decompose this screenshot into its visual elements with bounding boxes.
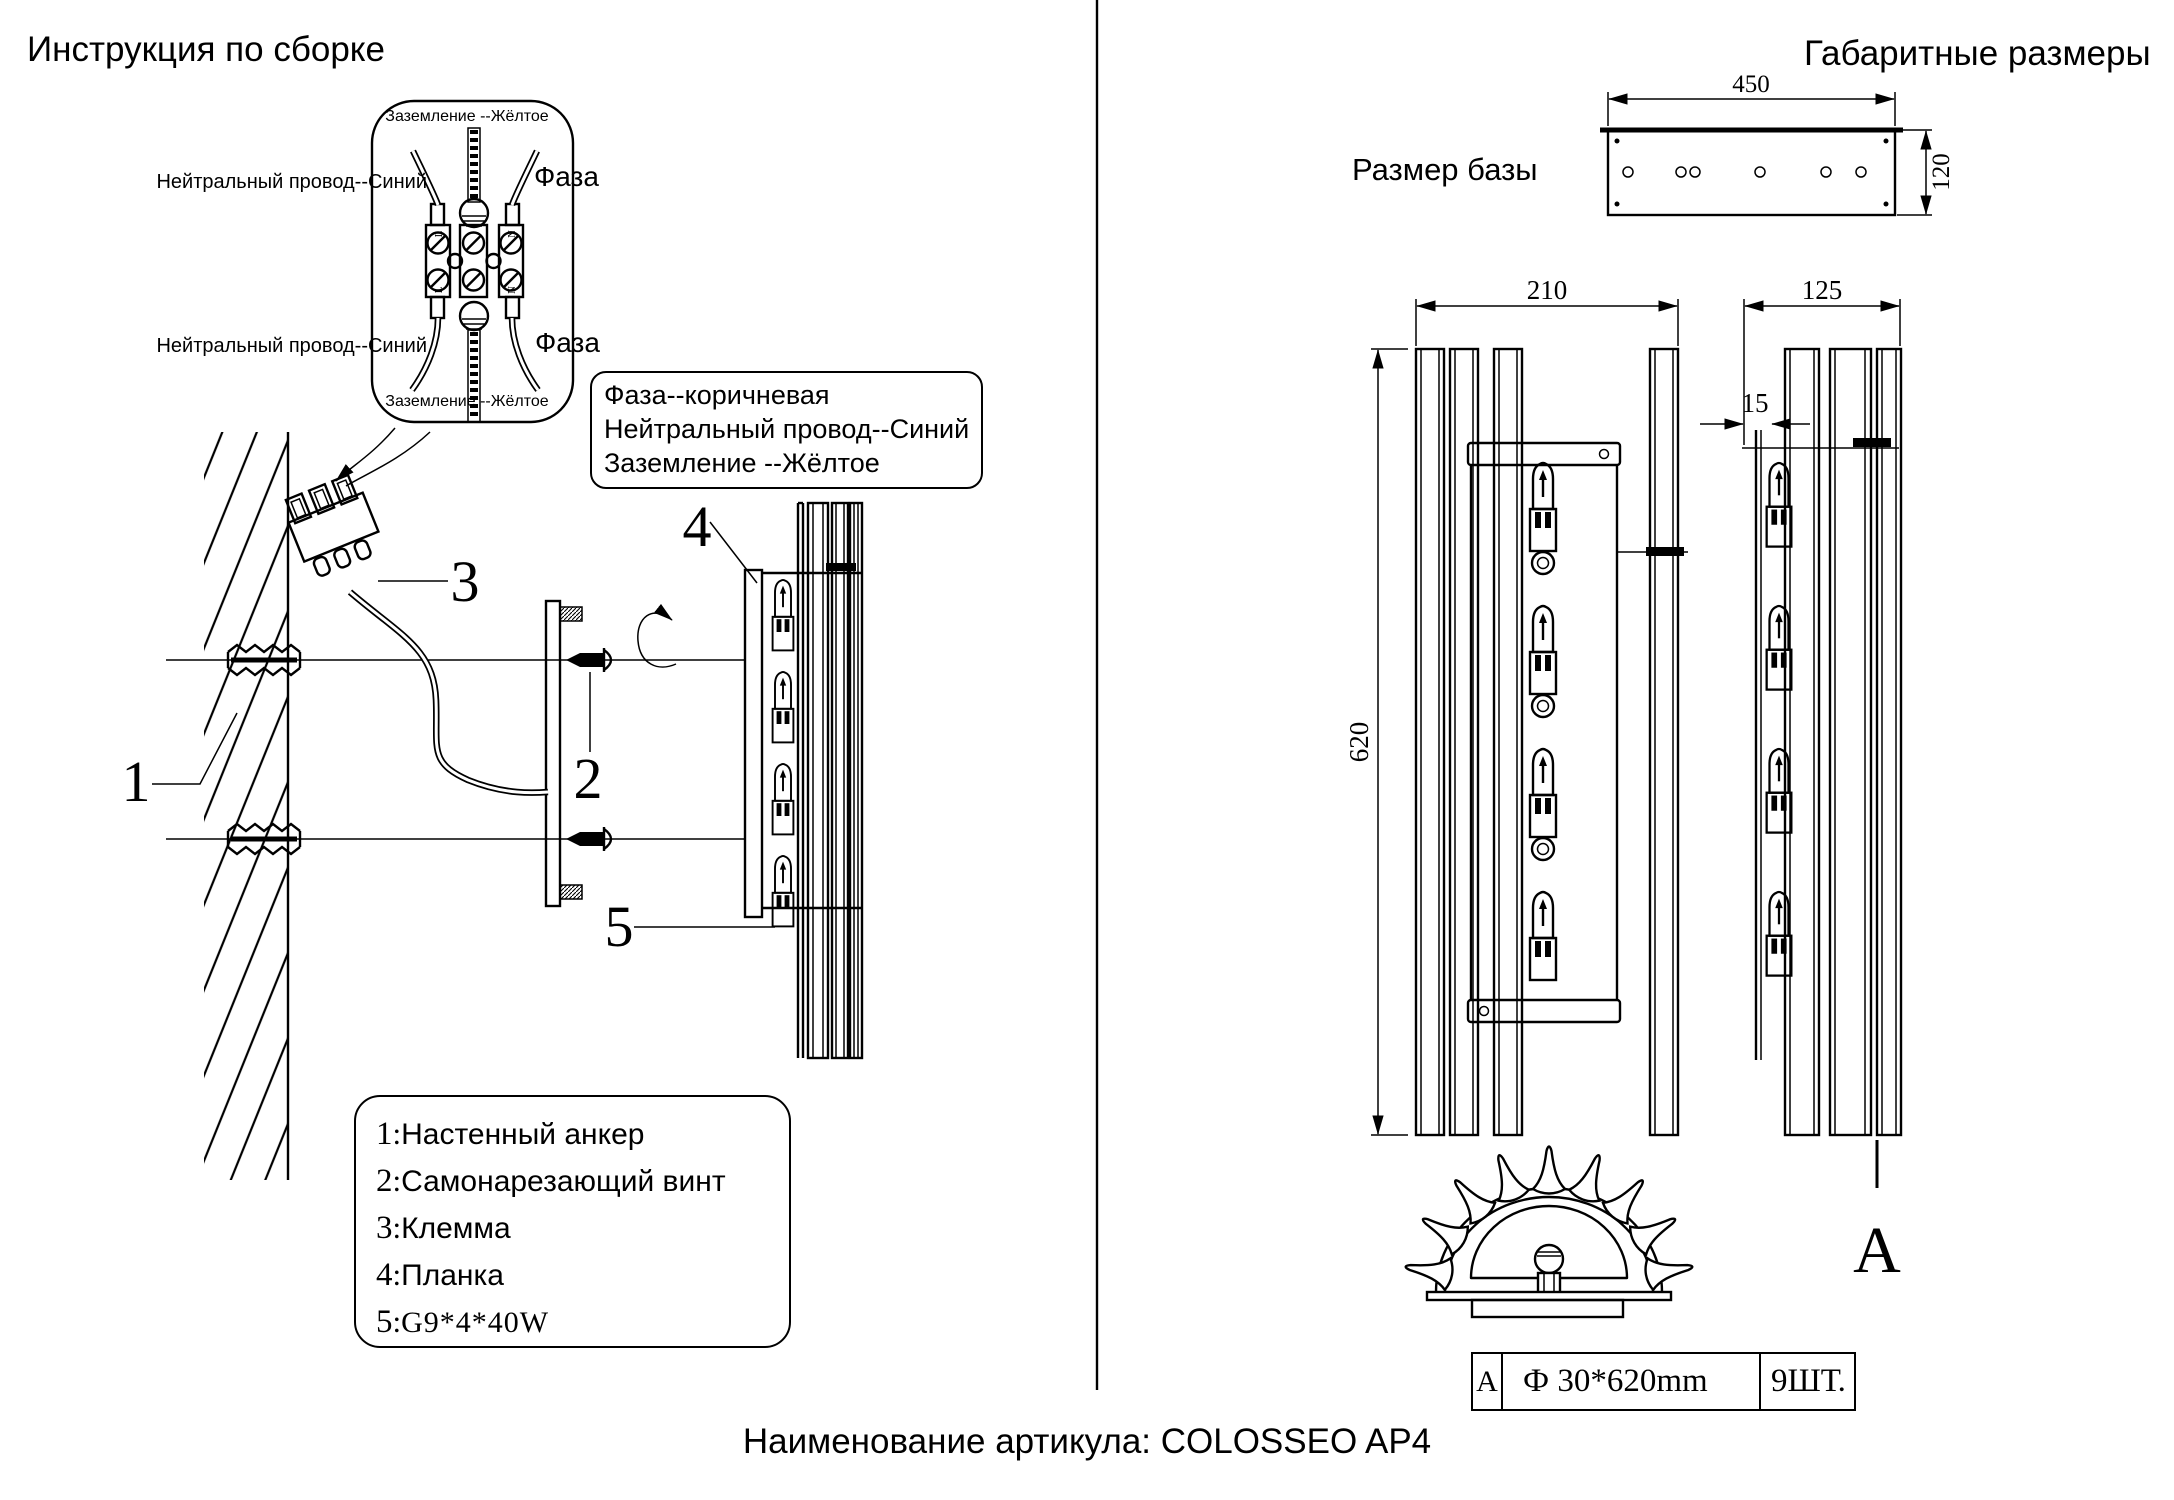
legend-box	[354, 1095, 791, 1348]
phase-bottom-label: Фаза	[535, 327, 600, 358]
terminal-l-top: L	[433, 230, 445, 238]
base-plate-drawing	[1600, 71, 1955, 215]
front-tubes	[1416, 349, 1678, 1135]
phase-top-label: Фаза	[534, 161, 599, 192]
callout-1: 1	[121, 749, 151, 814]
wiring-diagram	[156, 101, 600, 486]
wire-color-phase: Фаза--коричневая	[604, 380, 830, 410]
parts-table	[1471, 1352, 1856, 1411]
wall-hatch	[204, 432, 288, 1180]
legend-num: 2	[376, 1163, 393, 1199]
legend-colon: :	[392, 1304, 402, 1339]
legend-colon: :	[392, 1163, 402, 1198]
neutral-bottom-label: Нейтральный провод--Синий	[156, 335, 427, 357]
screw-1	[566, 648, 611, 672]
legend-label: Планка	[401, 1259, 504, 1292]
dim-450: 450	[1732, 71, 1770, 98]
terminal-n-top: N	[506, 230, 518, 238]
dim-620: 620	[1344, 721, 1374, 763]
legend-label: Самонарезающий винт	[401, 1165, 726, 1198]
wire-colors-box	[590, 371, 983, 489]
left-title: Инструкция по сборке	[27, 30, 385, 69]
callout-5: 5	[604, 894, 634, 959]
legend-item-1	[376, 1111, 789, 1158]
wire-color-ground: Заземление --Жёлтое	[604, 448, 880, 478]
neutral-top-label: Нейтральный провод--Синий	[156, 171, 427, 193]
terminal-connector	[280, 472, 386, 580]
right-title: Габаритные размеры	[1804, 34, 2151, 73]
callout-4: 4	[682, 494, 712, 559]
wire-color-neutral: Нейтральный провод--Синий	[604, 414, 970, 444]
terminal-screws	[428, 233, 522, 294]
legend-num: 1	[376, 1116, 393, 1152]
legend-colon: :	[392, 1116, 402, 1151]
parts-table-mark: A	[1476, 1364, 1498, 1398]
legend-label: G9*4*40W	[401, 1306, 550, 1339]
callout-2: 2	[573, 746, 603, 811]
legend-item-3	[376, 1205, 789, 1252]
dim-120: 120	[1928, 153, 1955, 191]
ground-bottom-label: Заземление --Жёлтое	[385, 393, 549, 410]
dim-15: 15	[1741, 388, 1769, 418]
terminal-n-bottom: N	[506, 286, 518, 294]
side-tubes	[1785, 349, 1901, 1135]
legend-label: Настенный анкер	[401, 1118, 645, 1151]
front-view	[1344, 275, 1688, 1135]
lamp-side-assembly	[745, 503, 862, 1058]
mounting-plate	[546, 601, 560, 906]
legend-item-4	[376, 1252, 789, 1299]
legend-colon: :	[392, 1257, 402, 1292]
parts-table-qty: 9ШТ.	[1759, 1354, 1854, 1409]
legend-label: Клемма	[401, 1212, 511, 1245]
side-view	[1700, 275, 1901, 1287]
section-a-label: A	[1853, 1214, 1901, 1287]
dim-210: 210	[1526, 275, 1568, 305]
ground-top-label: Заземление --Жёлтое	[385, 108, 549, 125]
assembly-view	[122, 432, 863, 1180]
crown-top-view	[1403, 1147, 1695, 1318]
legend-colon: :	[392, 1210, 402, 1245]
legend-num: 4	[376, 1257, 393, 1293]
terminal-l-bottom: L	[433, 286, 445, 294]
dim-125: 125	[1801, 275, 1843, 305]
callout-3: 3	[450, 549, 480, 614]
legend-item-5	[376, 1299, 789, 1346]
article-name: Наименование артикула: COLOSSEO AP4	[742, 1422, 1432, 1461]
legend-item-2	[376, 1158, 789, 1205]
legend-num: 3	[376, 1210, 393, 1246]
base-size-label: Размер базы	[1352, 152, 1538, 187]
parts-table-size: Ф 30*620mm	[1501, 1354, 1759, 1409]
rotate-arrow	[638, 613, 676, 667]
legend-num: 5	[376, 1304, 393, 1340]
screw-2	[566, 827, 611, 851]
